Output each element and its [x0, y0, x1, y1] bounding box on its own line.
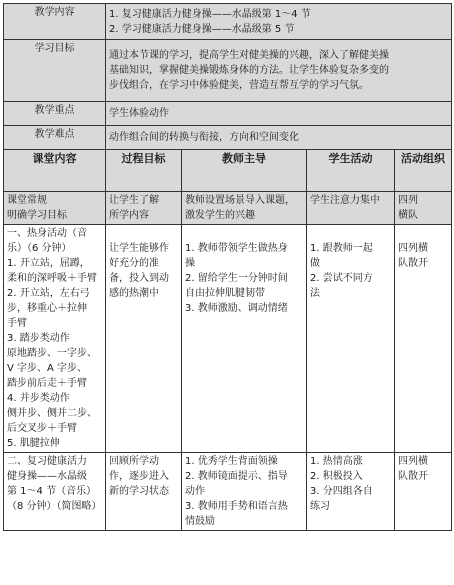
cell-line: 2. 教师镜面提示、指导: [185, 471, 288, 482]
cell-line: 队散开: [398, 471, 428, 482]
column-header-row: [4, 150, 452, 192]
info-row: [4, 126, 452, 150]
cell-line: 课堂常规: [7, 195, 47, 206]
cell-line: 原地踏步、一字步、: [7, 348, 97, 359]
cell-line: 健身操——水晶级: [7, 471, 87, 482]
info-value: [106, 40, 452, 102]
cell-line: 2. 留给学生一分钟时间: [185, 273, 288, 284]
table-row: [4, 225, 452, 453]
cell-teacher: [182, 225, 307, 453]
cell-line: [310, 226, 391, 241]
cell-line: 四列: [398, 195, 418, 206]
cell-line: 做: [310, 258, 320, 269]
cell-line: [398, 226, 448, 241]
cell-line: 3. 分四组各自: [310, 486, 373, 497]
lesson-plan-table: [3, 3, 452, 531]
cell-line: 3. 教师用手势和语言热: [185, 501, 288, 512]
cell-goal: [106, 453, 182, 531]
cell-content: [4, 225, 106, 453]
cell-line: [185, 226, 303, 241]
cell-line: 2. 积极投入: [310, 471, 363, 482]
cell-student: [307, 453, 395, 531]
info-value: [106, 102, 452, 126]
table-row: [4, 192, 452, 225]
cell-line: 1. 教师带领学生做热身: [185, 243, 288, 254]
cell-line: 回顾所学动: [109, 456, 159, 467]
cell-line: 柔和的深呼吸＋手臂: [7, 273, 97, 284]
column-header-org: 活动组织: [395, 150, 452, 192]
cell-line: 队散开: [398, 258, 428, 269]
cell-line: 好充分的准: [109, 258, 159, 269]
cell-content: [4, 192, 106, 225]
info-label: 教学重点: [4, 102, 106, 126]
cell-line: 步伐组合，在学习中体验健美，营造互帮互学的学习气氛。: [109, 80, 369, 91]
cell-line: 2. 开立站，左右弓: [7, 288, 90, 299]
info-row: [4, 102, 452, 126]
cell-line: 一、热身活动（音: [7, 228, 87, 239]
cell-line: 基础知识，掌握健美操锻炼身体的方法。让学生体验复杂多变的: [109, 65, 389, 76]
cell-line: 5. 肌腱拉伸: [7, 438, 60, 449]
cell-org: [395, 453, 452, 531]
cell-line: 操: [185, 258, 195, 269]
cell-line: 1. 复习健康活力健身操——水晶级第 1～4 节: [109, 8, 311, 20]
cell-line: 2. 学习健康活力健身操——水晶级第 5 节: [109, 23, 295, 35]
cell-line: 情鼓励: [185, 516, 215, 527]
cell-student: [307, 192, 395, 225]
cell-line: 备，投入到动: [109, 273, 169, 284]
cell-line: 自由拉伸肌腱韧带: [185, 288, 265, 299]
cell-line: 2. 尝试不同方: [310, 273, 373, 284]
info-value: [106, 126, 452, 150]
cell-line: 通过本节课的学习，提高学生对健美操的兴趣，深入了解健美操: [109, 50, 389, 61]
cell-line: 1. 热情高涨: [310, 456, 363, 467]
column-header-teacher: 教师主导: [182, 150, 307, 192]
cell-line: 学生体验动作: [109, 108, 169, 119]
cell-line: 所学内容: [109, 210, 149, 221]
cell-line: 让学生能够作: [109, 243, 169, 254]
cell-line: 让学生了解: [109, 195, 159, 206]
cell-line: [109, 226, 178, 241]
cell-org: [395, 225, 452, 453]
cell-line: 四列横: [398, 456, 428, 467]
cell-line: V 字步、A 字步、: [7, 363, 88, 374]
cell-line: 1. 开立站，屈蹲，: [7, 258, 90, 269]
cell-goal: [106, 192, 182, 225]
cell-teacher: [182, 192, 307, 225]
cell-content: [4, 453, 106, 531]
cell-line: 1. 跟教师一起: [310, 243, 373, 254]
info-label: 教学难点: [4, 126, 106, 150]
info-row: [4, 4, 452, 40]
cell-line: 3. 踏步类动作: [7, 333, 70, 344]
table-row: [4, 453, 452, 531]
cell-line: 教师设置场景导入课题，: [185, 195, 295, 206]
cell-org: [395, 192, 452, 225]
cell-line: 动作: [185, 486, 205, 497]
column-header-student: 学生活动: [307, 150, 395, 192]
cell-line: 四列横: [398, 243, 428, 254]
cell-line: 1. 优秀学生背面领操: [185, 456, 278, 467]
cell-line: 第 1～4 节（音乐）: [7, 486, 97, 497]
cell-line: 练习: [310, 501, 330, 512]
info-label: 教学内容: [4, 4, 106, 40]
info-row: [4, 40, 452, 102]
cell-line: 明确学习目标: [7, 210, 67, 221]
column-header-content: 课堂内容: [4, 150, 106, 192]
cell-line: 法: [310, 288, 320, 299]
cell-line: 踏步前后走＋手臂: [7, 378, 87, 389]
cell-line: 横队: [398, 210, 418, 221]
cell-line: 新的学习状态: [109, 486, 169, 497]
info-value: [106, 4, 452, 40]
cell-teacher: [182, 453, 307, 531]
cell-line: 学生注意力集中: [310, 195, 380, 206]
cell-student: [307, 225, 395, 453]
cell-line: 感的热潮中: [109, 288, 159, 299]
cell-line: 手臂: [7, 318, 27, 329]
cell-goal: [106, 225, 182, 453]
cell-line: 4. 并步类动作: [7, 393, 70, 404]
cell-line: 激发学生的兴趣: [185, 210, 255, 221]
cell-line: 侧并步、侧并二步、: [7, 408, 97, 419]
cell-line: 3. 教师激励、调动情绪: [185, 303, 288, 314]
cell-line: 二、复习健康活力: [7, 456, 87, 467]
info-label: 学习目标: [4, 40, 106, 102]
cell-line: 作，逐步进入: [109, 471, 169, 482]
cell-line: （8 分钟）（简图略）: [7, 501, 102, 512]
cell-line: 动作组合间的转换与衔接，方向和空间变化: [109, 132, 299, 143]
cell-line: 乐）（6 分钟）: [7, 243, 72, 254]
cell-line: 后交叉步＋手臂: [7, 423, 77, 434]
cell-line: 步，移重心＋拉伸: [7, 303, 87, 314]
column-header-goal: 过程目标: [106, 150, 182, 192]
